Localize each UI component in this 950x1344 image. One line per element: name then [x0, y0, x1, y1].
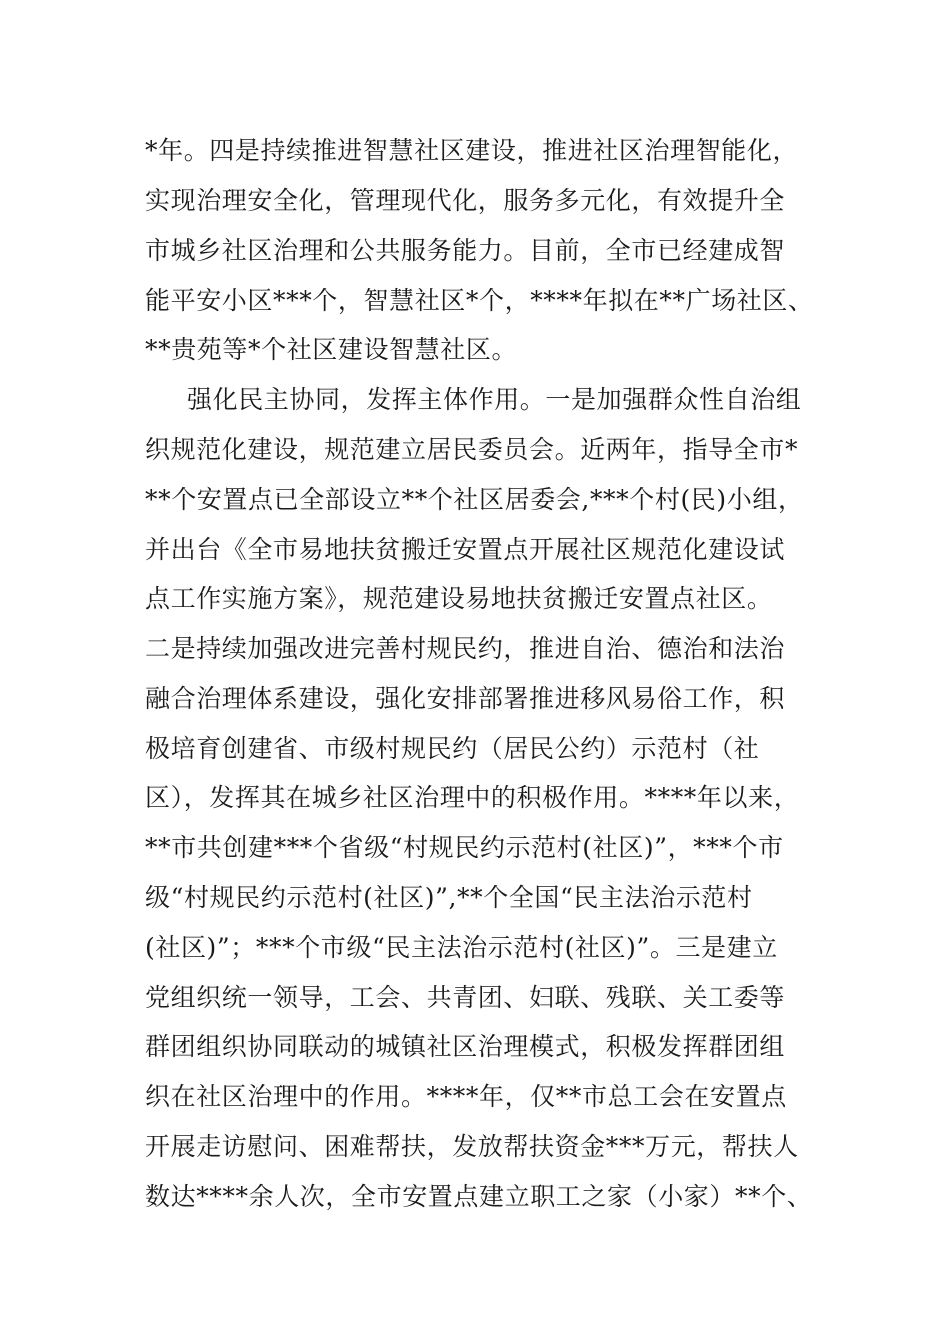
text-line: 织规范化建设，规范建立居民委员会。近两年，指导全市*: [145, 435, 799, 464]
text-line: (社区)”；***个市级“民主法治示范村(社区)”。三是建立: [145, 933, 778, 962]
text-line: 开展走访慰问、困难帮扶，发放帮扶资金***万元，帮扶人: [145, 1132, 799, 1161]
text-line: 数达****余人次，全市安置点建立职工之家（小家）**个、: [145, 1182, 813, 1211]
text-line: *年。四是持续推进智慧社区建设，推进社区治理智能化，: [145, 136, 799, 165]
text-line: **市共创建***个省级“村规民约示范村(社区)”，***个市: [145, 833, 784, 862]
text-line: 党组织统一领导，工会、共青团、妇联、残联、关工委等: [145, 983, 786, 1012]
text-line: 群团组织协同联动的城镇社区治理模式，积极发挥群团组: [145, 1032, 786, 1061]
text-line: **个安置点已全部设立**个社区居委会,***个村(民)小组，: [145, 485, 804, 514]
text-line: 融合治理体系建设，强化安排部署推进移风易俗工作，积: [145, 684, 786, 713]
paragraph-first-line: 强化民主协同，发挥主体作用。一是加强群众性自治组: [187, 385, 802, 414]
text-line: 点工作实施方案》，规范建设易地扶贫搬迁安置点社区。: [145, 584, 773, 613]
text-line: 能平安小区***个，智慧社区*个，****年拟在**广场社区、: [145, 286, 814, 315]
text-line: 二是持续加强改进完善村规民约，推进自治、德治和法治: [145, 634, 786, 663]
text-line: 市城乡社区治理和公共服务能力。目前，全市已经建成智: [145, 236, 786, 265]
text-line: **贵苑等*个社区建设智慧社区。: [145, 335, 518, 364]
text-line: 织在社区治理中的作用。****年，仅**市总工会在安置点: [145, 1082, 787, 1111]
text-line: 级“村规民约示范村(社区)”,**个全国“民主法治示范村: [145, 883, 753, 912]
text-line: 并出台《全市易地扶贫搬迁安置点开展社区规范化建设试: [145, 535, 786, 564]
text-line: 实现治理安全化，管理现代化，服务多元化，有效提升全: [145, 186, 786, 215]
text-line: 极培育创建省、市级村规民约（居民公约）示范村（社: [145, 734, 760, 763]
text-line: 区），发挥其在城乡社区治理中的积极作用。****年以来，: [145, 783, 800, 812]
